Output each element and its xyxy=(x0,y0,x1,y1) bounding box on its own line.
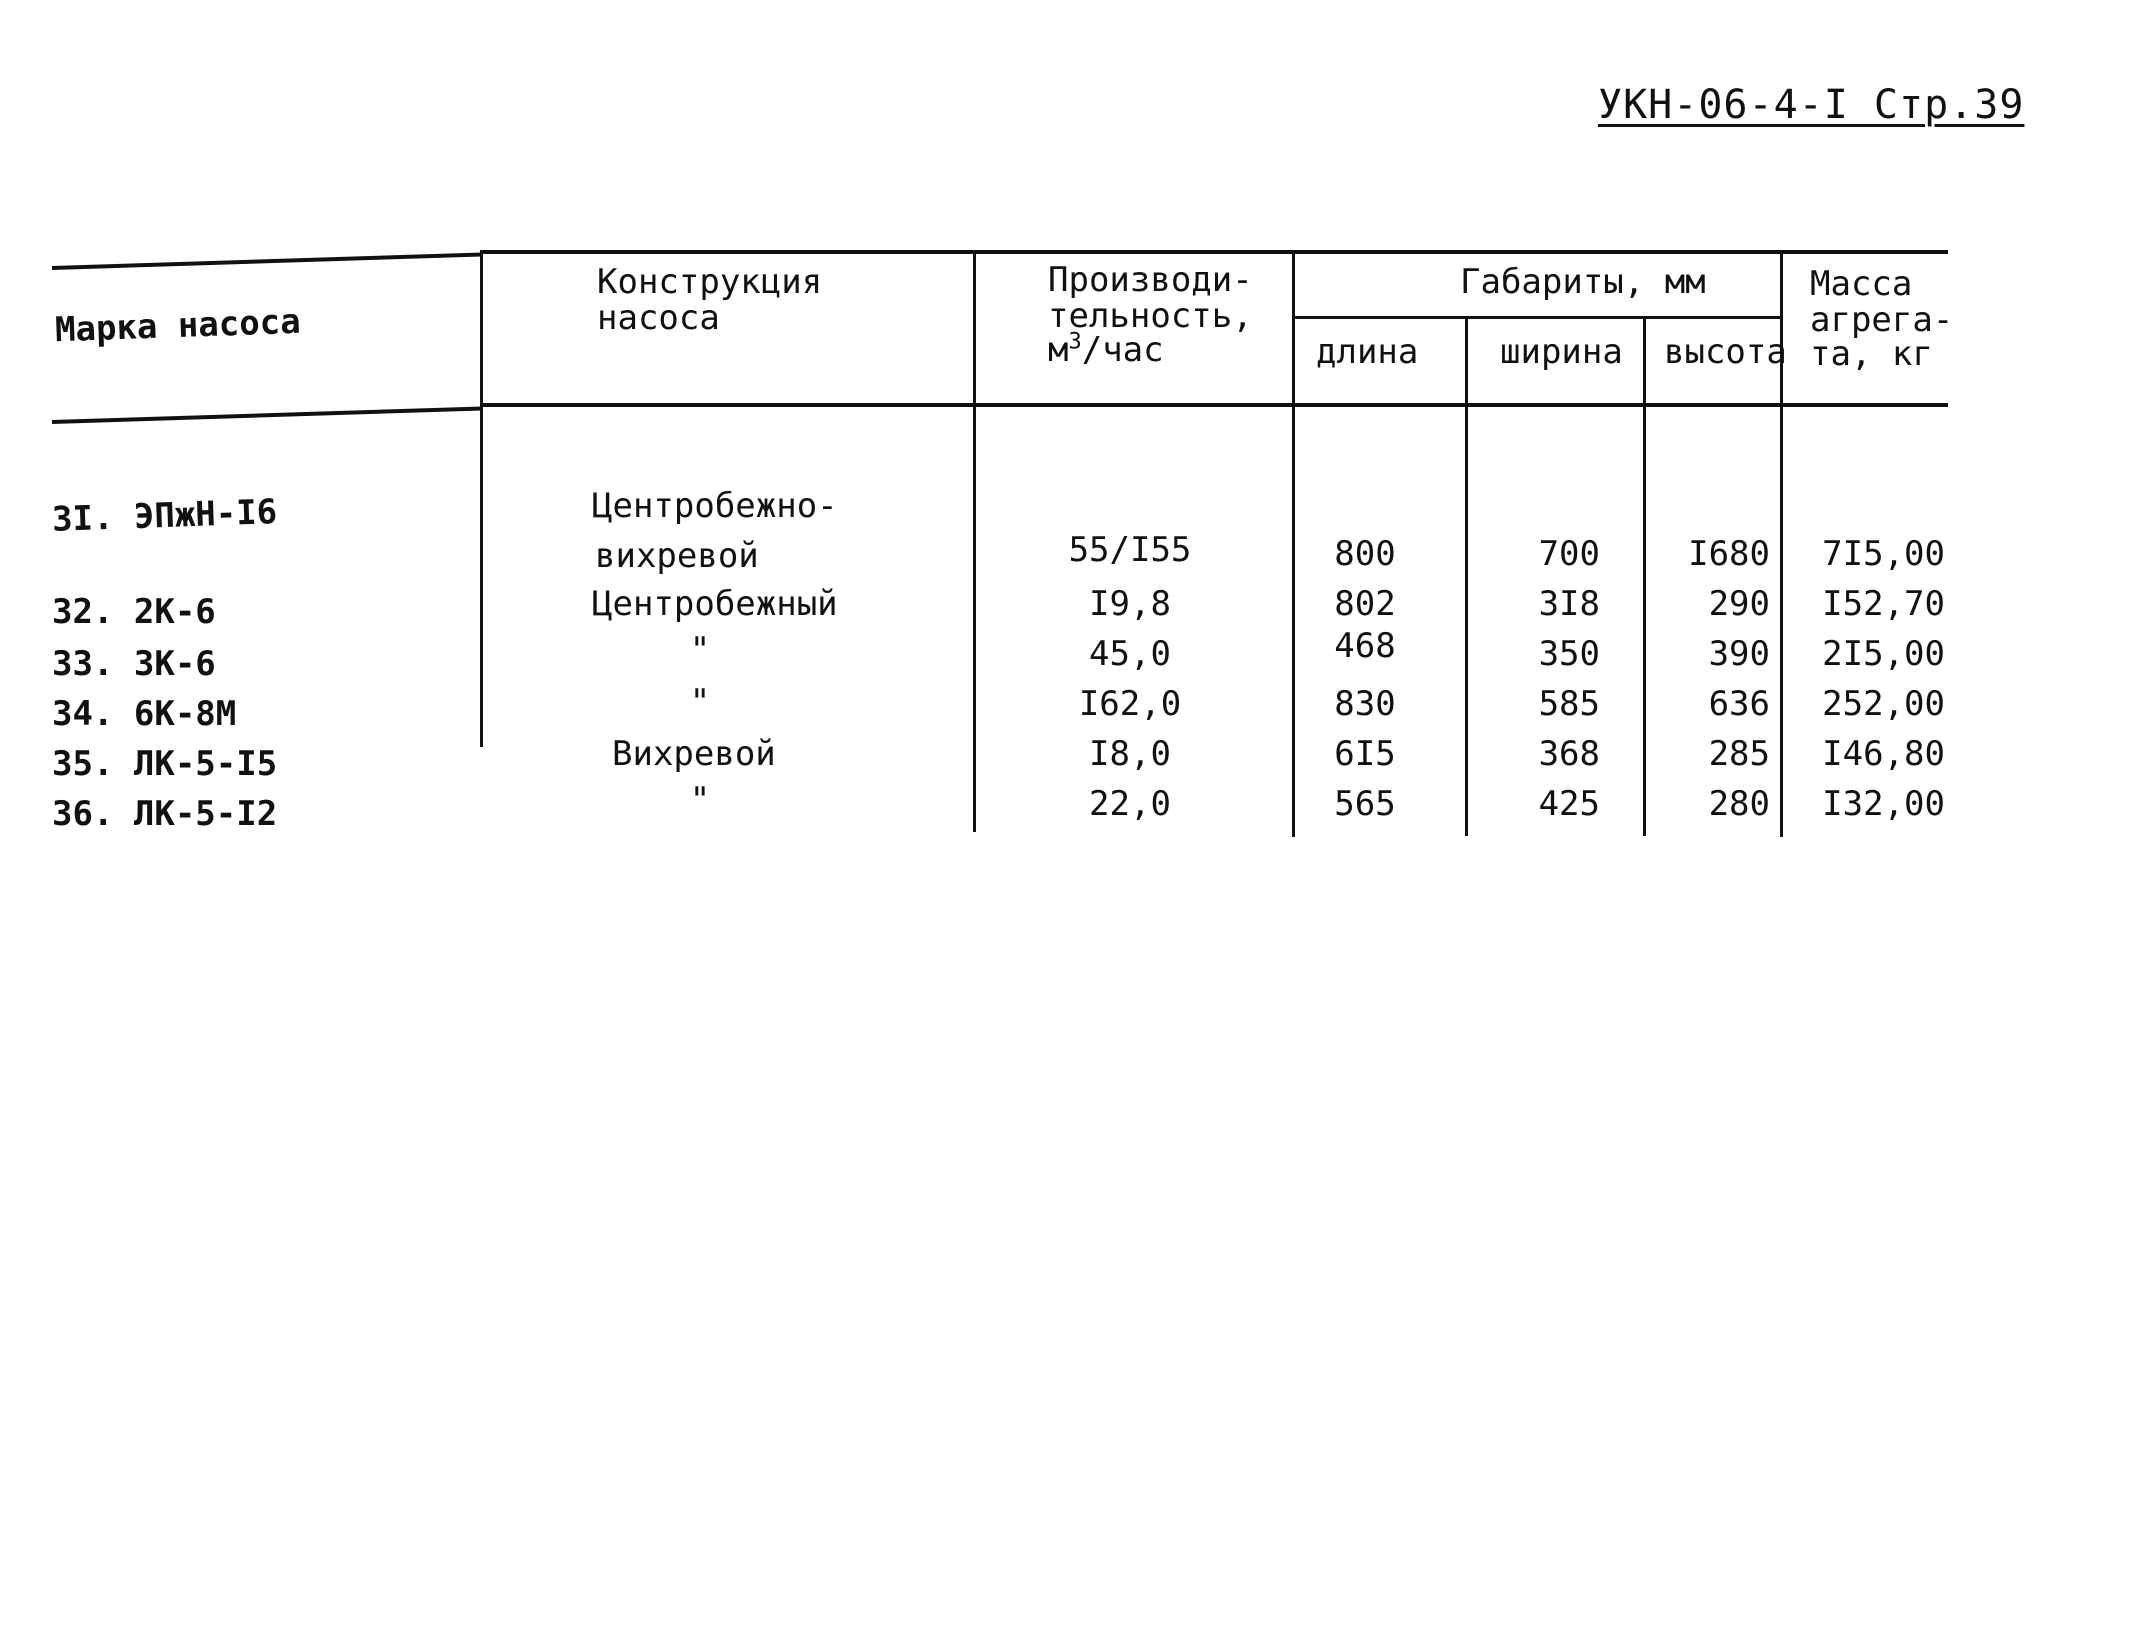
row-mass: 2I5,00 xyxy=(1822,634,1945,674)
row-height: 290 xyxy=(1708,584,1770,624)
dimensions-subheader-rule xyxy=(1292,316,1780,319)
table-top-rule xyxy=(480,250,1948,254)
row-length: 802 xyxy=(1334,584,1396,624)
row-construction-line1: Центробежно- xyxy=(592,486,838,526)
header-length: длина xyxy=(1316,332,1419,372)
row-productivity: I9,8 xyxy=(1089,584,1171,624)
header-height: высота xyxy=(1664,332,1787,372)
row-productivity: I62,0 xyxy=(1078,684,1182,724)
row-mass: I32,00 xyxy=(1822,784,1945,824)
document-code-page-number: УКН-06-4-I Стр.39 xyxy=(1598,82,2025,128)
header-bottom-rule-left-curve xyxy=(52,406,482,424)
row-length: 6I5 xyxy=(1334,734,1396,774)
header-brand: Марка насоса xyxy=(54,301,302,351)
row-brand: 35. ЛК-5-I5 xyxy=(52,744,278,784)
row-width: 700 xyxy=(1538,534,1600,574)
column-divider-brand xyxy=(480,252,483,747)
column-divider-length xyxy=(1465,318,1468,836)
row-width: 3I8 xyxy=(1538,584,1600,624)
row-brand: 32. 2К-6 xyxy=(52,592,216,632)
row-construction: " xyxy=(689,630,711,670)
row-height: 280 xyxy=(1708,784,1770,824)
row-mass: I46,80 xyxy=(1822,734,1945,774)
row-construction: " xyxy=(689,780,711,820)
row-construction: Центробежный xyxy=(592,584,838,624)
row-height: 390 xyxy=(1708,634,1770,674)
row-brand: 33. 3К-6 xyxy=(52,644,216,684)
header-mass-line2: агрега- xyxy=(1810,300,1954,340)
row-width: 350 xyxy=(1538,634,1600,674)
header-construction-line1: Конструкция xyxy=(597,262,823,302)
row-height: 285 xyxy=(1708,734,1770,774)
header-dimensions-group: Габариты, мм xyxy=(1460,262,1706,302)
row-construction: " xyxy=(689,682,711,722)
header-mass-line1: Масса xyxy=(1810,264,1913,304)
column-divider-width xyxy=(1643,318,1646,836)
header-mass-line3: та, кг xyxy=(1810,334,1933,374)
header-productivity-line2: тельность, xyxy=(1048,296,1253,336)
row-length: 468 xyxy=(1334,626,1396,666)
row-height: 636 xyxy=(1708,684,1770,724)
row-productivity: 45,0 xyxy=(1089,634,1171,674)
row-length: 800 xyxy=(1334,534,1396,574)
row-productivity: 22,0 xyxy=(1089,784,1171,824)
row-height: I680 xyxy=(1688,534,1770,574)
row-brand: 36. ЛК-5-I2 xyxy=(52,794,278,834)
column-divider-construction xyxy=(973,252,976,832)
row-construction: Вихревой xyxy=(612,734,776,774)
column-divider-productivity xyxy=(1292,252,1295,837)
header-bottom-rule xyxy=(480,403,1948,407)
row-brand: 3I. ЭПжН-I6 xyxy=(51,492,278,540)
row-mass: 7I5,00 xyxy=(1822,534,1945,574)
row-width: 585 xyxy=(1538,684,1600,724)
header-productivity-line1: Производи- xyxy=(1048,260,1253,300)
header-construction-line2: насоса xyxy=(597,298,720,338)
row-brand: 34. 6К-8М xyxy=(52,694,237,734)
row-productivity: I8,0 xyxy=(1089,734,1171,774)
header-productivity-unit: $м^3$/час xyxy=(1048,329,1164,370)
row-construction-line2: вихревой xyxy=(595,536,759,576)
row-mass: I52,70 xyxy=(1822,584,1945,624)
row-length: 830 xyxy=(1334,684,1396,724)
row-width: 425 xyxy=(1538,784,1600,824)
row-mass: 252,00 xyxy=(1822,684,1945,724)
header-width: ширина xyxy=(1500,332,1623,372)
table-top-rule-left-curve xyxy=(52,252,482,270)
row-length: 565 xyxy=(1334,784,1396,824)
row-width: 368 xyxy=(1538,734,1600,774)
row-productivity: 55/I55 xyxy=(1068,530,1192,570)
